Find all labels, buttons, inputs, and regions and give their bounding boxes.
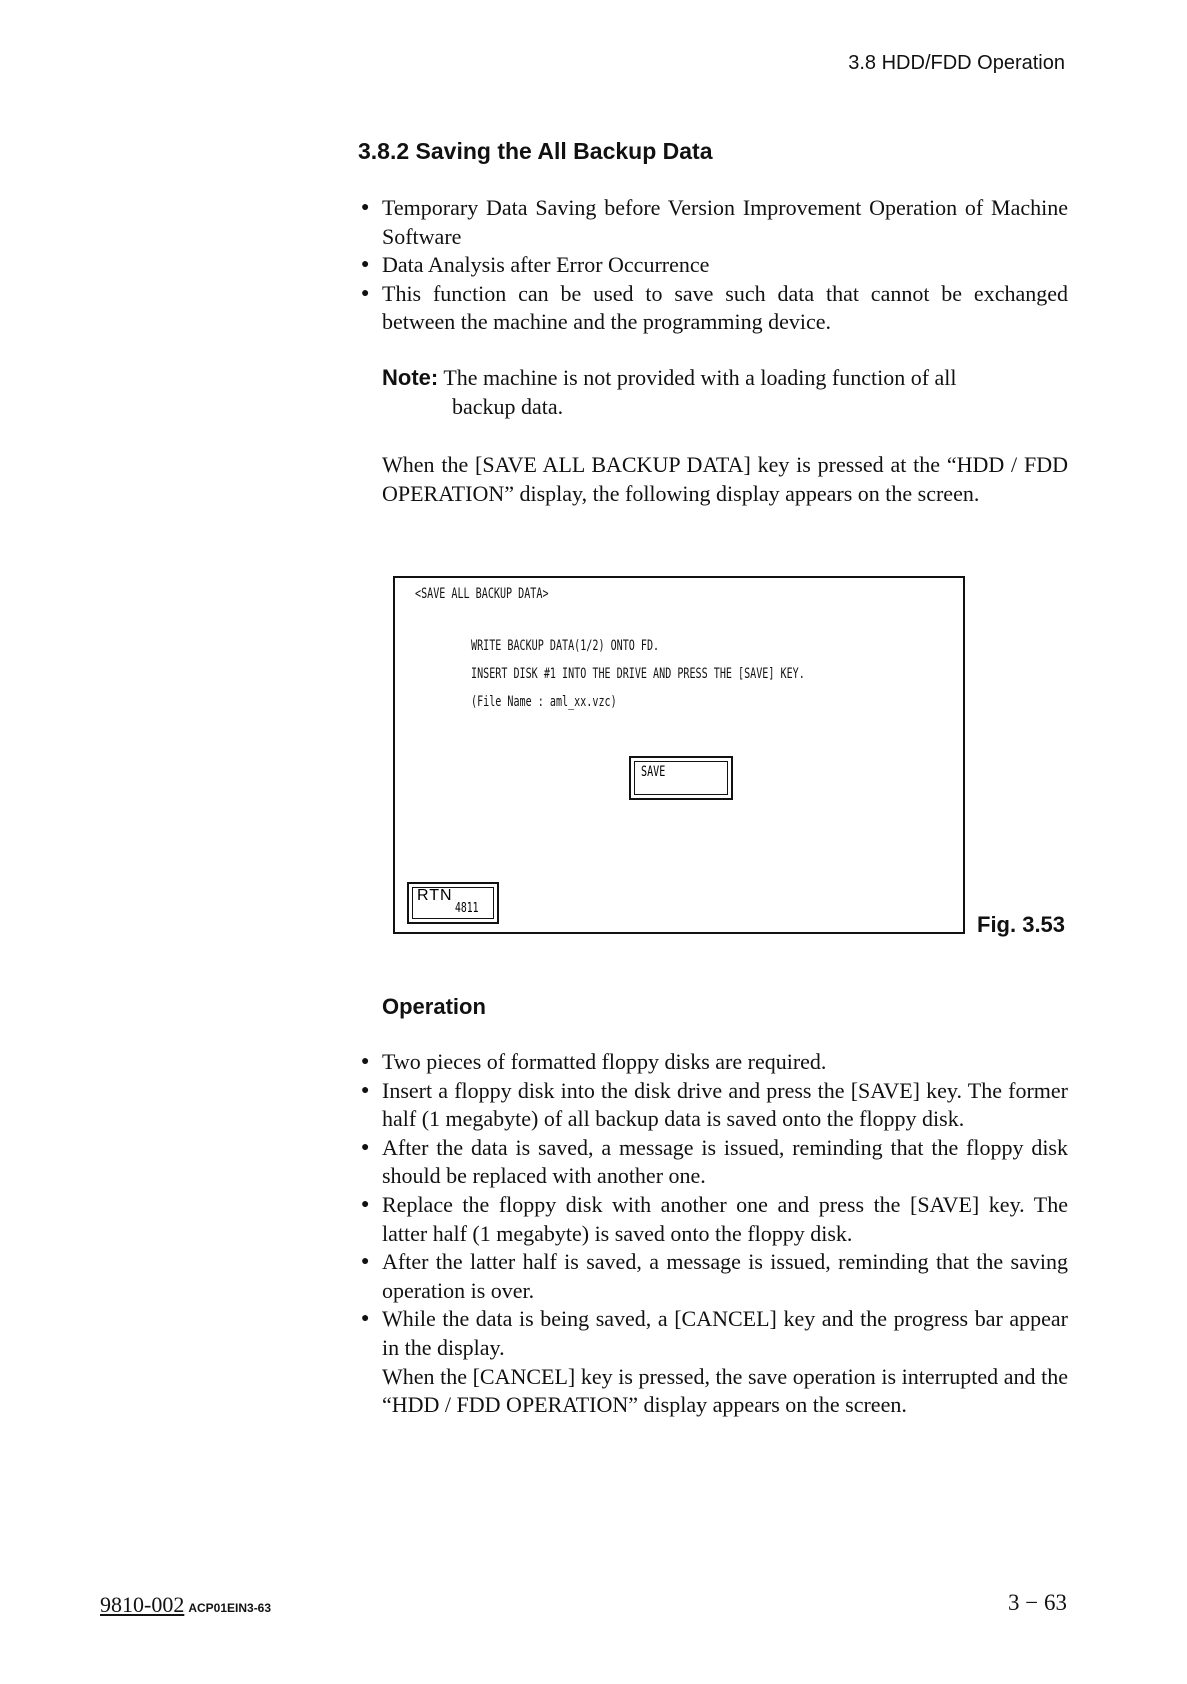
list-item: ● After the data is saved, a message is issued, reminding that the floppy disk should be replaced with another one. [382, 1134, 1068, 1191]
running-header: 3.8 HDD/FDD Operation [848, 52, 1065, 74]
doc-code: ACP01EIN3-63 [188, 1601, 272, 1615]
note [382, 364, 1068, 421]
list-item: ● After the latter half is saved, a message is issued, reminding that the saving operation is over. [382, 1248, 1068, 1305]
page-number: 3 − 63 [1008, 1590, 1067, 1615]
return-button-code: 4811 [455, 901, 479, 916]
footer-document-number [100, 1592, 271, 1618]
list-item: ● Insert a floppy disk into the disk drive and press the [SAVE] key. The former half (1 megabyte) of all backup data is saved onto the floppy disk. [382, 1077, 1068, 1134]
list-item: ● Replace the floppy disk with another one and press the [SAVE] key. The latter half (1 megabyte) is saved onto the floppy disk. [382, 1191, 1068, 1248]
intro-bullet-list [382, 194, 1068, 337]
section-title: 3.8.2 Saving the All Backup Data [358, 138, 713, 164]
screen-title: <SAVE ALL BACKUP DATA> [415, 586, 549, 602]
screen-figure [393, 576, 965, 934]
return-button-label: RTN [417, 887, 453, 904]
note-label: Note: [382, 365, 439, 390]
doc-number: 9810-002 [100, 1592, 185, 1617]
body-paragraph: When the [SAVE ALL BACKUP DATA] key is pressed at the “HDD / FDD OPERATION” display, the following display appears on the screen. [382, 452, 1068, 506]
return-button[interactable] [407, 882, 499, 924]
list-item: ● While the data is being saved, a [CANCEL] key and the progress bar appear in the display. When the [CANCEL] key is pressed, the save operation is interrupted and the “HDD / FDD OPERATION” display appears on the screen. [382, 1305, 1068, 1419]
operation-heading: Operation [382, 994, 486, 1019]
operation-bullet-list [382, 1048, 1068, 1420]
save-button-label: SAVE [641, 764, 666, 780]
figure-label: Fig. 3.53 [977, 912, 1066, 937]
save-button[interactable] [629, 756, 733, 800]
note-text-line2: backup data. [452, 393, 564, 419]
list-item: ● Data Analysis after Error Occurrence [382, 251, 1068, 280]
screen-message-line: WRITE BACKUP DATA(1/2) ONTO FD. [471, 638, 660, 654]
note-text-line1: The machine is not provided with a loading function of all [443, 365, 957, 390]
screen-message-line: INSERT DISK #1 INTO THE DRIVE AND PRESS THE [SAVE] KEY. [471, 666, 805, 682]
screen-file-name: (File Name : aml_xx.vzc) [471, 694, 617, 710]
list-item: ● This function can be used to save such data that cannot be exchanged between the machine and the programming device. [382, 280, 1068, 337]
list-item-continuation: When the [CANCEL] key is pressed, the save operation is interrupted and the “HDD / FDD OPERATION” display appears on the screen. [382, 1363, 1068, 1418]
list-item: ● Temporary Data Saving before Version Improvement Operation of Machine Software [382, 194, 1068, 251]
list-item: ● Two pieces of formatted floppy disks are required. [382, 1048, 1068, 1077]
